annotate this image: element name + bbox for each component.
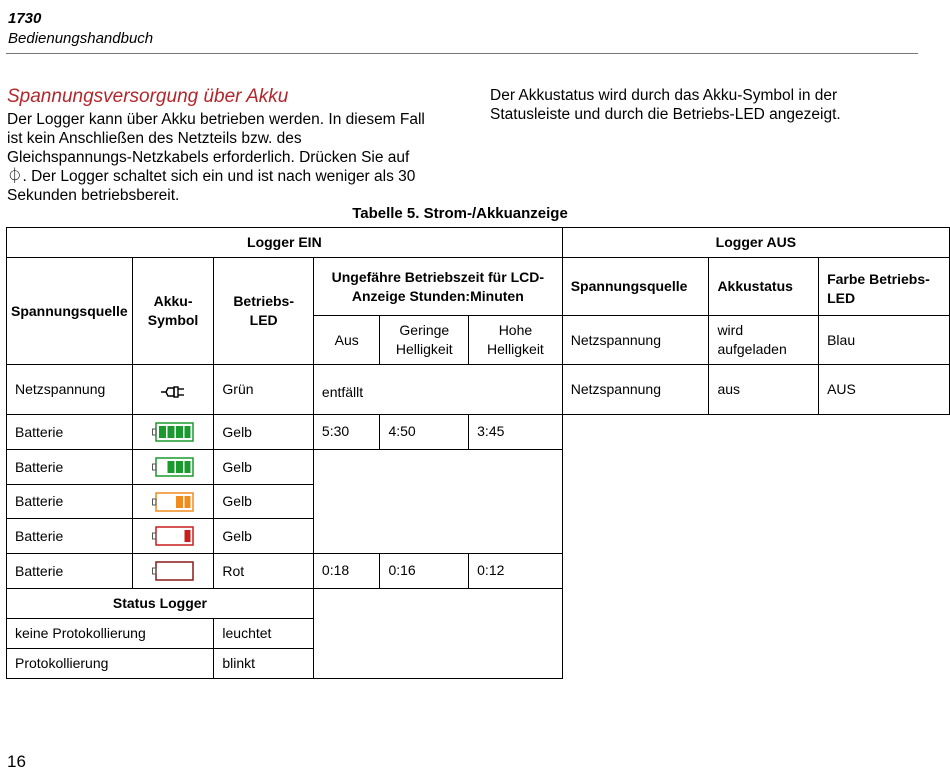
- runtime-blank: [313, 450, 562, 554]
- status-row-1-state: keine Protokollierung: [7, 619, 214, 649]
- battery-row-3-led: Gelb: [214, 485, 314, 519]
- battery-row-5-high: 0:12: [469, 554, 563, 589]
- mains-off-status: aus: [709, 365, 819, 415]
- battery-empty-icon: [132, 554, 214, 589]
- status-row-1-led: leuchtet: [214, 619, 314, 649]
- battery-row-5-led: Rot: [214, 554, 314, 589]
- section-title: Spannungsversorgung über Akku: [7, 86, 289, 107]
- battery-row-1-low: 4:50: [380, 415, 469, 450]
- battery-row-3-source: Batterie: [7, 485, 133, 519]
- header-runtime: Ungefähre Betriebszeit für LCD-Anzeige Stunden:Minuten: [313, 258, 562, 316]
- group-logger-off: Logger AUS: [562, 228, 949, 258]
- battery-2-bars-orange-icon: [132, 485, 214, 519]
- header-runtime-low: Geringe Helligkeit: [380, 316, 469, 365]
- section-left-paragraph: Der Logger kann über Akku betrieben werden. In diesem Fall ist kein Anschließen des Netzteils bzw. des Gleichspannungs-Netzkabels erforderlich. Drücken Sie auf ⏀. Der Logger schaltet sich ein und ist nach weniger als 30 Sekunden betriebsbereit.: [7, 111, 425, 204]
- battery-4-bars-green-icon: [132, 415, 214, 450]
- off-first-source: Netzspannung: [562, 316, 709, 365]
- page-number: 16: [7, 752, 26, 771]
- battery-row-5-off: 0:18: [313, 554, 380, 589]
- off-first-status: wird aufgeladen: [709, 316, 819, 365]
- mains-plug-icon: [132, 365, 214, 415]
- header-runtime-high: Hohe Helligkeit: [469, 316, 563, 365]
- battery-row-1-source: Batterie: [7, 415, 133, 450]
- mains-source: Netzspannung: [7, 365, 133, 415]
- header-runtime-off: Aus: [313, 316, 380, 365]
- header-led: Betriebs-LED: [214, 258, 314, 365]
- section-right-paragraph: Der Akkustatus wird durch das Akku-Symbol in der Statusleiste und durch die Betriebs-LED angezeigt.: [490, 87, 841, 123]
- battery-row-1-high: 3:45: [469, 415, 563, 450]
- status-logger-title: Status Logger: [7, 589, 314, 619]
- power-battery-table: [6, 227, 950, 679]
- mains-runtime: entfällt: [313, 365, 562, 415]
- header-rule: [6, 53, 918, 54]
- table-caption: Tabelle 5. Strom-/Akkuanzeige: [352, 205, 568, 222]
- header-model: 1730: [8, 10, 42, 27]
- header-battery-symbol: Akku-Symbol: [132, 258, 214, 365]
- status-blank: [313, 589, 562, 679]
- header-manual-title: Bedienungshandbuch: [8, 30, 154, 47]
- status-row-2-led: blinkt: [214, 649, 314, 679]
- header-off-status: Akkustatus: [709, 258, 819, 316]
- battery-1-bar-red-icon: [132, 519, 214, 554]
- battery-3-bars-green-icon: [132, 450, 214, 485]
- battery-row-5-low: 0:16: [380, 554, 469, 589]
- mains-led: Grün: [214, 365, 314, 415]
- header-off-source: Spannungsquelle: [562, 258, 709, 316]
- status-row-2-state: Protokollierung: [7, 649, 214, 679]
- header-off-led: Farbe Betriebs-LED: [819, 258, 950, 316]
- header-source: Spannungsquelle: [7, 258, 133, 365]
- mains-off-led: AUS: [819, 365, 950, 415]
- off-first-led: Blau: [819, 316, 950, 365]
- battery-row-4-led: Gelb: [214, 519, 314, 554]
- battery-row-1-off: 5:30: [313, 415, 380, 450]
- battery-row-2-source: Batterie: [7, 450, 133, 485]
- mains-off-source: Netzspannung: [562, 365, 709, 415]
- battery-row-2-led: Gelb: [214, 450, 314, 485]
- group-logger-on: Logger EIN: [7, 228, 563, 258]
- blank-area: [562, 415, 949, 679]
- battery-row-4-source: Batterie: [7, 519, 133, 554]
- battery-row-5-source: Batterie: [7, 554, 133, 589]
- battery-row-1-led: Gelb: [214, 415, 314, 450]
